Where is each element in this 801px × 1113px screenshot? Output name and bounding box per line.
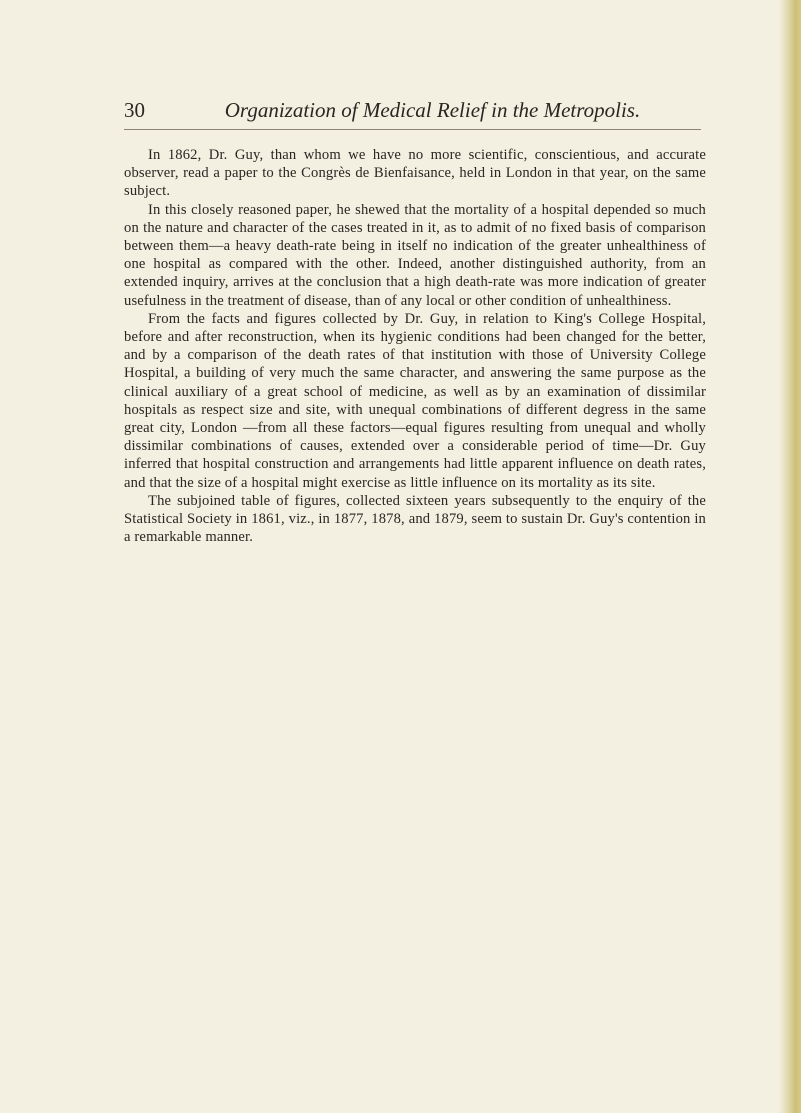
- running-header: [124, 96, 701, 124]
- page-number: 30: [124, 98, 145, 122]
- paragraph-4: The subjoined table of figures, collected sixteen years subsequently to the enquiry of the Statistical Society in 1861, viz., in 1877, 1878, and 1879, seem to sustain Dr. Guy's contention in a remarkable manner.: [124, 492, 706, 546]
- paragraph-1: In 1862, Dr. Guy, than whom we have no more scientific, conscientious, and accurate observer, read a paper to the Congrès de Bienfaisance, held in London in that year, on the same subject.: [124, 147, 706, 200]
- page-edge-shading: [779, 0, 801, 1113]
- running-title: Organization of Medical Relief in the Metropolis.: [224, 98, 641, 122]
- paragraph-3: From the facts and figures collected by Dr. Guy, in relation to King's College Hospital, before and after reconstruction, when its hygienic conditions had been changed for the better, and by a comparison of the death rates of that institution with those of University College Hospital, a building of very much the same character, and answering the same purpose as the clinical auxiliary of a great school of medicine, as well as by an examination of dissimilar hospitals as respect size and site, with unequal combinations of different degress in the same great city, London —from all these factors—equal figures resulting from unequal and wholly dissimilar combinations of causes, extended over a considerable period of time—Dr. Guy inferred that hospital construction and arrangements had little apparent influence on death rates, and that the size of a hospital might exercise as little influence on its mortality as its site.: [124, 310, 706, 491]
- paragraph-2: In this closely reasoned paper, he shewed that the mortality of a hospital depended so much on the nature and character of the cases treated in it, as to admit of no fixed basis of comparison between them—a heavy death-rate being in itself no indication of the greater unhealthiness of one hospital as compared with the other. Indeed, another distinguished authority, from an extended inquiry, arrives at the conclusion that a high death-rate was more indication of greater usefulness in the treatment of disease, than of any local or other condition of unhealthiness.: [124, 201, 706, 309]
- header-rule: [124, 129, 701, 130]
- body-text: [124, 146, 706, 546]
